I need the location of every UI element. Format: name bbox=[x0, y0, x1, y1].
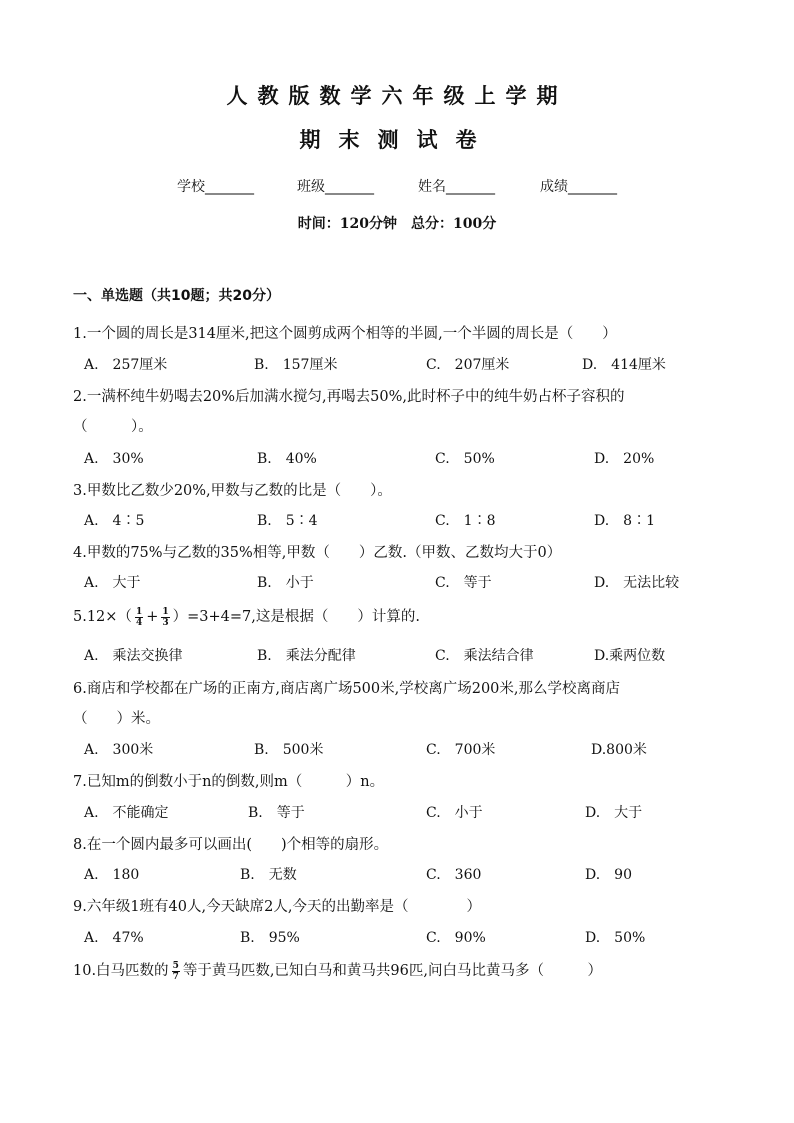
q9-option-c: C. 90% bbox=[426, 930, 486, 946]
question-10 bbox=[73, 958, 602, 984]
q6-option-a: A. 300米 bbox=[84, 742, 154, 758]
question-2-line2: （ ）。 bbox=[73, 419, 153, 435]
class-field: 班级_______ bbox=[297, 179, 374, 195]
name-field: 姓名_______ bbox=[418, 179, 495, 195]
q8-option-b: B. 无数 bbox=[240, 867, 297, 883]
q4-option-a: A. 大于 bbox=[84, 575, 141, 591]
question-4: 4.甲数的75%与乙数的35%相等,甲数（ ）乙数.（甲数、乙数均大于0） bbox=[73, 545, 562, 561]
question-5 bbox=[73, 604, 420, 630]
q3-option-a: A. 4∶5 bbox=[84, 513, 145, 529]
question-1: 1.一个圆的周长是314厘米,把这个圆剪成两个相等的半圆,一个半圆的周长是（ ） bbox=[73, 326, 617, 342]
q3-option-c: C. 1∶8 bbox=[435, 513, 496, 529]
q7-option-c: C. 小于 bbox=[426, 805, 483, 821]
q2-option-d: D. 20% bbox=[594, 451, 655, 467]
question-6: 6.商店和学校都在广场的正南方,商店离广场500米,学校离广场200米,那么学校离商店 bbox=[73, 681, 621, 697]
q5-option-b: B. 乘法分配律 bbox=[257, 648, 356, 664]
q9-option-b: B. 95% bbox=[240, 930, 300, 946]
q8-option-c: C. 360 bbox=[426, 867, 482, 883]
q3-option-d: D. 8∶1 bbox=[594, 513, 655, 529]
q2-option-b: B. 40% bbox=[257, 451, 317, 467]
q5-option-c: C. 乘法结合律 bbox=[435, 648, 534, 664]
q1-option-b: B. 157厘米 bbox=[254, 357, 338, 373]
time-info: 时间：120分钟 总分：100分 bbox=[297, 216, 497, 232]
section-title: 一、单选题（共10题；共20分） bbox=[73, 288, 280, 304]
fraction-one-third bbox=[161, 607, 169, 628]
question-2: 2.一满杯纯牛奶喝去20%后加满水搅匀,再喝去50%,此时杯子中的纯牛奶占杯子容积的 bbox=[73, 389, 625, 405]
score-field: 成绩_______ bbox=[540, 179, 617, 195]
q7-option-a: A. 不能确定 bbox=[84, 805, 169, 821]
frac-denominator: 3 bbox=[162, 617, 169, 628]
q2-option-a: A. 30% bbox=[84, 451, 144, 467]
plus-sign: + bbox=[146, 609, 159, 625]
q9-option-d: D. 50% bbox=[585, 930, 646, 946]
frac-numerator: 1 bbox=[135, 606, 143, 617]
fraction-one-quarter bbox=[135, 607, 143, 628]
q1-option-c: C. 207厘米 bbox=[426, 357, 510, 373]
q6-option-b: B. 500米 bbox=[254, 742, 324, 758]
q7-option-d: D. 大于 bbox=[585, 805, 643, 821]
question-6-line2: （ ）米。 bbox=[73, 711, 160, 727]
q6-option-d: D.800米 bbox=[591, 742, 647, 758]
question-8: 8.在一个圆内最多可以画出( )个相等的扇形。 bbox=[73, 837, 389, 853]
q1-option-a: A. 257厘米 bbox=[84, 357, 168, 373]
question-3: 3.甲数比乙数少20%,甲数与乙数的比是（ ）。 bbox=[73, 483, 392, 499]
page-title: 人教版数学六年级上学期 bbox=[226, 83, 568, 108]
q10-text-pre: 10.白马匹数的 bbox=[73, 963, 169, 979]
frac-denominator: 7 bbox=[172, 971, 179, 982]
q8-option-a: A. 180 bbox=[84, 867, 140, 883]
q4-option-c: C. 等于 bbox=[435, 575, 492, 591]
q4-option-d: D. 无法比较 bbox=[594, 575, 680, 591]
q4-option-b: B. 小于 bbox=[257, 575, 314, 591]
q2-option-c: C. 50% bbox=[435, 451, 495, 467]
frac-numerator: 1 bbox=[162, 606, 169, 617]
q7-option-b: B. 等于 bbox=[248, 805, 305, 821]
q8-option-d: D. 90 bbox=[585, 867, 632, 883]
question-9: 9.六年级1班有40人,今天缺席2人,今天的出勤率是（ ） bbox=[73, 899, 481, 915]
q9-option-a: A. 47% bbox=[84, 930, 144, 946]
q5-text-post: ）=3+4=7,这是根据（ ）计算的. bbox=[172, 609, 420, 625]
frac-numerator: 5 bbox=[172, 960, 179, 971]
q5-option-d: D.乘两位数 bbox=[594, 648, 666, 664]
school-field: 学校_______ bbox=[177, 179, 254, 195]
page-subtitle: 期末测试卷 bbox=[299, 127, 495, 152]
fraction-five-sevenths bbox=[172, 961, 180, 982]
frac-denominator: 4 bbox=[135, 617, 143, 628]
q5-option-a: A. 乘法交换律 bbox=[84, 648, 183, 664]
q1-option-d: D. 414厘米 bbox=[582, 357, 666, 373]
q10-text-post: 等于黄马匹数,已知白马和黄马共96匹,问白马比黄马多（ ） bbox=[182, 963, 602, 979]
question-7: 7.已知m的倒数小于n的倒数,则m（ ）n。 bbox=[73, 774, 385, 790]
q3-option-b: B. 5∶4 bbox=[257, 513, 318, 529]
q6-option-c: C. 700米 bbox=[426, 742, 496, 758]
q5-text-pre: 5.12×（ bbox=[73, 609, 132, 625]
